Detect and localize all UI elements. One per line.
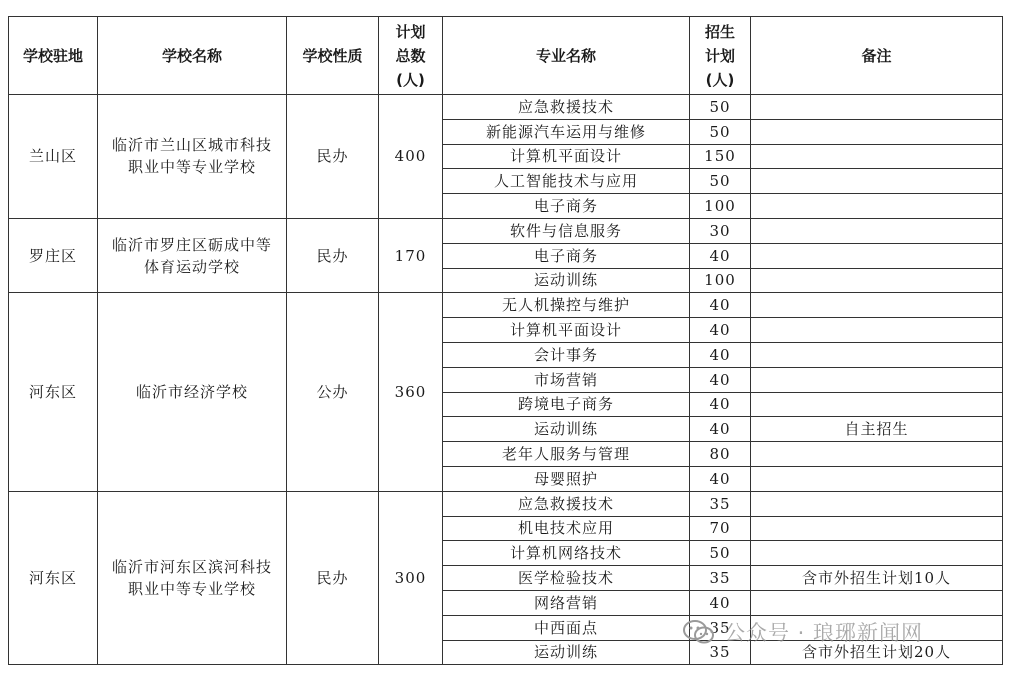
header-remark: 备注 (751, 17, 1003, 95)
cell-major: 运动训练 (443, 417, 690, 442)
cell-enroll-plan: 150 (690, 144, 751, 169)
school-name-line: 职业中等专业学校 (127, 158, 256, 177)
header-school: 学校名称 (98, 17, 287, 95)
cell-major: 网络营销 (443, 590, 690, 615)
school-name-line: 临沂市经济学校 (135, 383, 248, 402)
cell-major: 运动训练 (443, 640, 690, 665)
cell-remark (751, 590, 1003, 615)
cell-enroll-plan: 50 (690, 169, 751, 194)
cell-remark (751, 169, 1003, 194)
header-enroll-plan-line: (人) (705, 70, 735, 89)
school-name-line: 临沂市罗庄区砺成中等 (111, 235, 272, 254)
cell-major: 跨境电子商务 (443, 392, 690, 417)
cell-remark (751, 466, 1003, 491)
cell-enroll-plan: 40 (690, 367, 751, 392)
school-name-line: 临沂市兰山区城市科技 (111, 136, 272, 155)
school-name-line: 体育运动学校 (143, 257, 240, 276)
table-body (9, 95, 1003, 665)
cell-enroll-plan: 100 (690, 194, 751, 219)
cell-remark (751, 491, 1003, 516)
cell-enroll-plan: 35 (690, 491, 751, 516)
cell-remark (751, 119, 1003, 144)
cell-major: 无人机操控与维护 (443, 293, 690, 318)
cell-major: 医学检验技术 (443, 566, 690, 591)
cell-nature: 民办 (287, 218, 379, 292)
cell-major: 机电技术应用 (443, 516, 690, 541)
header-nature: 学校性质 (287, 17, 379, 95)
cell-location: 河东区 (9, 491, 98, 665)
header-plan-total-line: 计划 (395, 22, 426, 41)
header-plan-total (379, 17, 443, 95)
cell-enroll-plan: 40 (690, 590, 751, 615)
cell-enroll-plan: 40 (690, 293, 751, 318)
cell-enroll-plan: 40 (690, 318, 751, 343)
cell-school-name (98, 293, 287, 491)
cell-major: 母婴照护 (443, 466, 690, 491)
enrollment-table (8, 16, 1003, 665)
cell-location: 河东区 (9, 293, 98, 491)
school-name-line: 临沂市河东区滨河科技 (111, 558, 272, 577)
cell-remark (751, 442, 1003, 467)
cell-plan-total: 300 (379, 491, 443, 665)
cell-enroll-plan: 35 (690, 640, 751, 665)
cell-remark (751, 541, 1003, 566)
cell-location: 罗庄区 (9, 218, 98, 292)
cell-remark (751, 516, 1003, 541)
cell-major: 电子商务 (443, 243, 690, 268)
header-plan-total-line: 总数 (395, 46, 426, 65)
cell-school-name (98, 491, 287, 665)
cell-enroll-plan: 40 (690, 466, 751, 491)
cell-enroll-plan: 70 (690, 516, 751, 541)
cell-remark (751, 367, 1003, 392)
cell-major: 计算机网络技术 (443, 541, 690, 566)
cell-enroll-plan: 50 (690, 119, 751, 144)
cell-major: 人工智能技术与应用 (443, 169, 690, 194)
cell-remark (751, 194, 1003, 219)
header-row (9, 17, 1003, 95)
cell-school-name (98, 95, 287, 219)
cell-remark (751, 268, 1003, 293)
cell-enroll-plan: 50 (690, 541, 751, 566)
table-row (9, 491, 1003, 516)
cell-enroll-plan: 40 (690, 392, 751, 417)
cell-nature: 公办 (287, 293, 379, 491)
cell-enroll-plan: 40 (690, 417, 751, 442)
cell-enroll-plan: 40 (690, 342, 751, 367)
watermark-text: 公众号 · 琅琊新闻网 (724, 621, 924, 645)
cell-remark: 含市外招生计划10人 (751, 566, 1003, 591)
table-row (9, 293, 1003, 318)
header-location: 学校驻地 (9, 17, 98, 95)
header-enroll-plan (690, 17, 751, 95)
cell-major: 老年人服务与管理 (443, 442, 690, 467)
cell-enroll-plan: 40 (690, 243, 751, 268)
cell-major: 中西面点 (443, 615, 690, 640)
cell-enroll-plan: 35 (690, 566, 751, 591)
cell-major: 电子商务 (443, 194, 690, 219)
cell-enroll-plan: 50 (690, 95, 751, 120)
cell-remark: 自主招生 (751, 417, 1003, 442)
cell-enroll-plan: 100 (690, 268, 751, 293)
cell-remark (751, 318, 1003, 343)
cell-major: 应急救援技术 (443, 95, 690, 120)
cell-major: 计算机平面设计 (443, 144, 690, 169)
header-enroll-plan-line: 招生 (704, 22, 735, 41)
table-row (9, 218, 1003, 243)
cell-plan-total: 360 (379, 293, 443, 491)
table-row (9, 95, 1003, 120)
cell-enroll-plan: 80 (690, 442, 751, 467)
cell-remark: 含市外招生计划20人 (751, 640, 1003, 665)
header-plan-total-line: (人) (396, 70, 425, 89)
cell-major: 市场营销 (443, 367, 690, 392)
cell-remark (751, 243, 1003, 268)
cell-remark (751, 95, 1003, 120)
cell-remark (751, 144, 1003, 169)
header-enroll-plan-line: 计划 (704, 46, 735, 65)
cell-remark (751, 218, 1003, 243)
cell-remark (751, 293, 1003, 318)
cell-nature: 民办 (287, 95, 379, 219)
cell-major: 会计事务 (443, 342, 690, 367)
cell-nature: 民办 (287, 491, 379, 665)
cell-major: 计算机平面设计 (443, 318, 690, 343)
cell-school-name (98, 218, 287, 292)
cell-enroll-plan: 30 (690, 218, 751, 243)
cell-plan-total: 170 (379, 218, 443, 292)
cell-location: 兰山区 (9, 95, 98, 219)
cell-remark (751, 342, 1003, 367)
header-major: 专业名称 (443, 17, 690, 95)
cell-remark (751, 392, 1003, 417)
cell-major: 应急救援技术 (443, 491, 690, 516)
cell-major: 运动训练 (443, 268, 690, 293)
cell-major: 软件与信息服务 (443, 218, 690, 243)
cell-plan-total: 400 (379, 95, 443, 219)
cell-major: 新能源汽车运用与维修 (443, 119, 690, 144)
cell-remark (751, 615, 1003, 640)
school-name-line: 职业中等专业学校 (127, 580, 256, 599)
cell-enroll-plan: 35 (690, 615, 751, 640)
